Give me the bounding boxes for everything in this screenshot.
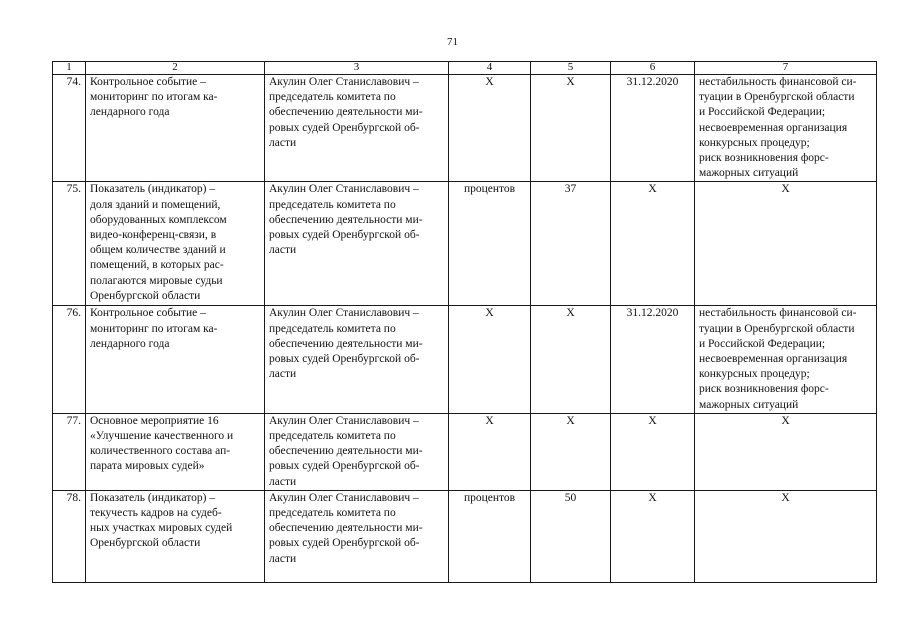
cell-line: ровых судей Оренбургской об- (269, 537, 420, 550)
cell-line: Х (566, 414, 575, 427)
cell-line: 50 (564, 491, 577, 504)
cell-line: Х (648, 183, 657, 196)
cell-line: Основное мероприятие 16 (90, 414, 219, 427)
cell-line: Х (781, 183, 790, 196)
column-header: 1 (53, 62, 86, 75)
table-row (53, 413, 877, 490)
responsible-person-cell (265, 75, 449, 182)
date-cell (611, 182, 695, 306)
cell-line: процентов (463, 491, 516, 504)
cell-line: риск возникновения форс- (699, 152, 829, 165)
event-name-cell (86, 413, 265, 490)
cell-line: обеспечению деятельности ми- (269, 213, 423, 226)
responsible-person-cell (265, 413, 449, 490)
unit-cell (449, 490, 531, 582)
table-row (53, 182, 877, 306)
cell-line: мажорных ситуаций (699, 398, 799, 411)
column-header: 4 (449, 62, 531, 75)
cell-line: 31.12.2020 (626, 76, 679, 88)
cell-line: обеспечению деятельности ми- (269, 445, 423, 458)
responsible-person-cell (265, 490, 449, 582)
cell-line: 31.12.2020 (626, 307, 679, 320)
program-table (52, 61, 877, 583)
date-cell (611, 490, 695, 582)
unit-cell (449, 306, 531, 413)
table-body (53, 75, 877, 583)
cell-line: нестабильность финансовой си- (699, 307, 857, 320)
cell-line: ласти (269, 244, 297, 257)
cell-line: процентов (463, 183, 516, 196)
cell-line: оборудованных комплексом (90, 213, 227, 226)
cell-line: туации в Оренбургской области (699, 91, 855, 104)
cell-line: 37 (564, 183, 577, 196)
cell-line: несвоевременная организация (699, 121, 848, 134)
cell-line: Х (648, 491, 657, 504)
cell-line: ных участках мировых судей (90, 522, 233, 535)
cell-line: и Российской Федерации; (699, 337, 826, 350)
cell-line: Акулин Олег Станиславович – (269, 183, 419, 196)
risks-cell (695, 306, 877, 413)
cell-line: ровых судей Оренбургской об- (269, 353, 420, 366)
cell-line: председатель комитета по (269, 198, 396, 211)
table-row (53, 75, 877, 182)
date-cell (611, 75, 695, 182)
value-cell (531, 75, 611, 182)
cell-line: ровых судей Оренбургской об- (269, 121, 420, 134)
event-name-cell (86, 182, 265, 306)
cell-line: Х (781, 491, 790, 504)
cell-line: «Улучшение качественного и (90, 430, 234, 443)
table-header (53, 62, 877, 75)
cell-line: парата мировых судей» (90, 460, 205, 473)
cell-line: обеспечению деятельности ми- (269, 337, 423, 350)
cell-line: туации в Оренбургской области (699, 322, 855, 335)
cell-line: Акулин Олег Станиславович – (269, 414, 419, 427)
cell-line: видео-конференц-связи, в (90, 229, 217, 242)
cell-line: Х (566, 76, 575, 88)
cell-line: Контрольное событие – (90, 76, 206, 88)
cell-line: ласти (269, 475, 297, 488)
risks-cell (695, 490, 877, 582)
cell-line: председатель комитета по (269, 91, 396, 104)
cell-line: Х (485, 76, 494, 88)
cell-line: риск возникновения форс- (699, 383, 829, 396)
event-name-cell (86, 490, 265, 582)
cell-line: конкурсных процедур; (699, 368, 810, 381)
cell-line: обеспечению деятельности ми- (269, 106, 423, 119)
row-number-cell: 74. (53, 75, 86, 182)
cell-line: мажорных ситуаций (699, 167, 799, 180)
value-cell (531, 490, 611, 582)
cell-line: доля зданий и помещений, (90, 198, 221, 211)
column-header: 2 (86, 62, 265, 75)
cell-line: количественного состава ап- (90, 445, 231, 458)
value-cell (531, 182, 611, 306)
risks-cell (695, 75, 877, 182)
unit-cell (449, 182, 531, 306)
cell-line: Х (566, 307, 575, 320)
cell-line: Показатель (индикатор) – (90, 491, 216, 504)
value-cell (531, 306, 611, 413)
table-row (53, 490, 877, 582)
cell-line: ласти (269, 368, 297, 381)
cell-line: мониторинг по итогам ка- (90, 91, 218, 104)
cell-line: конкурсных процедур; (699, 136, 810, 149)
date-cell (611, 413, 695, 490)
cell-line: Оренбургской области (90, 537, 201, 550)
cell-line: помещений, в которых рас- (90, 259, 224, 272)
cell-line: ласти (269, 552, 297, 565)
risks-cell (695, 182, 877, 306)
cell-line: и Российской Федерации; (699, 106, 826, 119)
cell-line: ровых судей Оренбургской об- (269, 229, 420, 242)
cell-line: Х (485, 307, 494, 320)
cell-line: Контрольное событие – (90, 307, 206, 320)
cell-line: председатель комитета по (269, 507, 396, 520)
column-header: 3 (265, 62, 449, 75)
cell-line: нестабильность финансовой си- (699, 76, 857, 88)
cell-line: Акулин Олег Станиславович – (269, 491, 419, 504)
cell-line: лендарного года (90, 106, 170, 119)
column-header: 5 (531, 62, 611, 75)
cell-line: обеспечению деятельности ми- (269, 522, 423, 535)
cell-line: Х (648, 414, 657, 427)
unit-cell (449, 75, 531, 182)
cell-line: полагаются мировые судьи (90, 274, 223, 287)
column-number-row (53, 62, 877, 75)
cell-line: Х (485, 414, 494, 427)
responsible-person-cell (265, 182, 449, 306)
risks-cell (695, 413, 877, 490)
row-number-cell: 76. (53, 306, 86, 413)
column-header: 7 (695, 62, 877, 75)
cell-line: несвоевременная организация (699, 353, 848, 366)
row-number-cell: 78. (53, 490, 86, 582)
table-row (53, 306, 877, 413)
cell-line: Акулин Олег Станиславович – (269, 76, 419, 88)
cell-line: Акулин Олег Станиславович – (269, 307, 419, 320)
value-cell (531, 413, 611, 490)
cell-line: Показатель (индикатор) – (90, 183, 216, 196)
cell-line: текучесть кадров на судеб- (90, 507, 222, 520)
cell-line: Оренбургской области (90, 289, 201, 302)
row-number-cell: 75. (53, 182, 86, 306)
cell-line: председатель комитета по (269, 430, 396, 443)
event-name-cell (86, 306, 265, 413)
unit-cell (449, 413, 531, 490)
column-header: 6 (611, 62, 695, 75)
cell-line: лендарного года (90, 337, 170, 350)
cell-line: Х (781, 414, 790, 427)
cell-line: ровых судей Оренбургской об- (269, 460, 420, 473)
row-number-cell: 77. (53, 413, 86, 490)
event-name-cell (86, 75, 265, 182)
responsible-person-cell (265, 306, 449, 413)
cell-line: председатель комитета по (269, 322, 396, 335)
cell-line: мониторинг по итогам ка- (90, 322, 218, 335)
date-cell (611, 306, 695, 413)
cell-line: ласти (269, 136, 297, 149)
page-number: 71 (447, 36, 458, 48)
cell-line: общем количестве зданий и (90, 244, 226, 257)
